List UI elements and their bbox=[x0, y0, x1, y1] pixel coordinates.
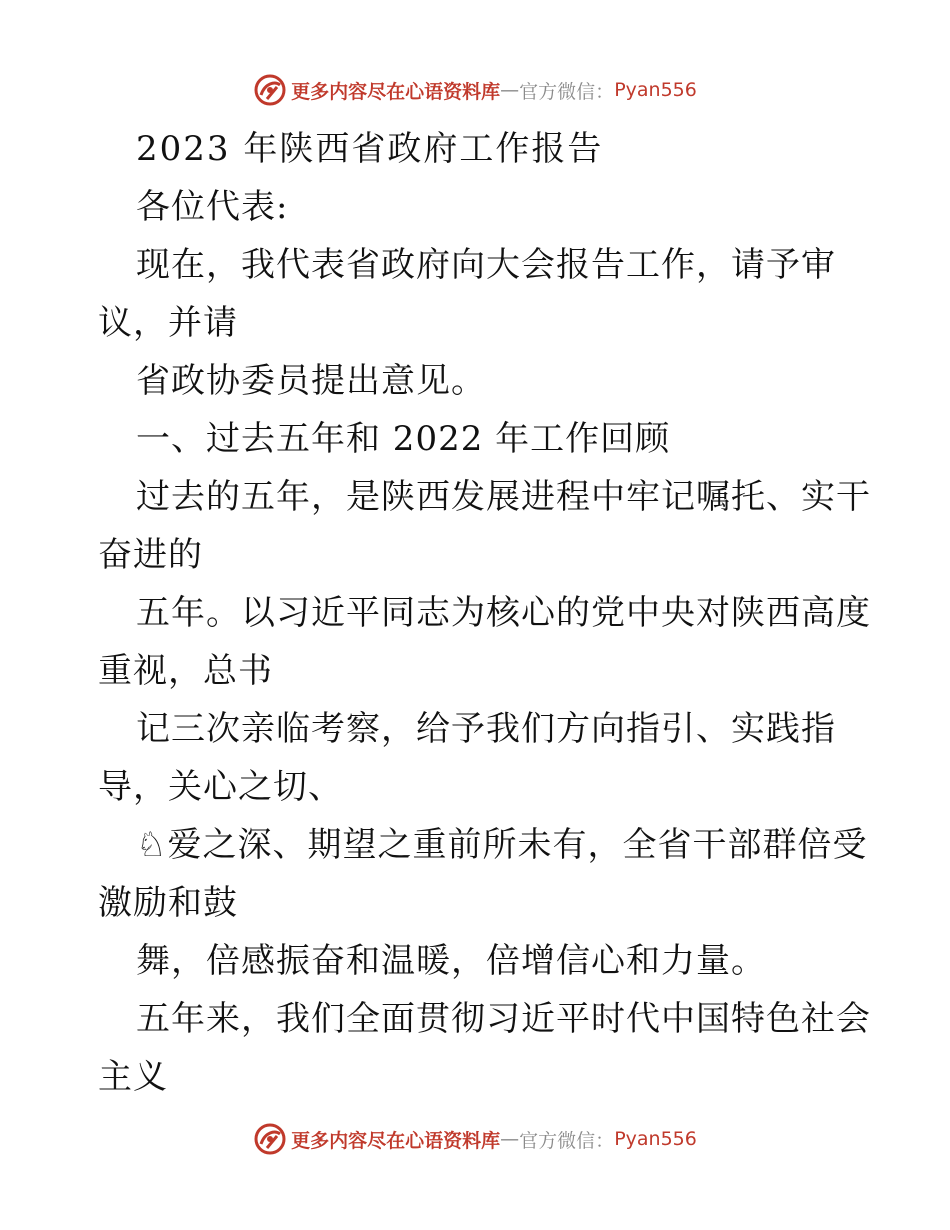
banner-wechat-id: Pyan556 bbox=[614, 79, 697, 101]
header-banner bbox=[0, 70, 950, 110]
text-line: 现在，我代表省政府向大会报告工作，请予审 bbox=[136, 245, 836, 285]
text-line: 导，关心之切、 bbox=[98, 767, 343, 807]
banner-separator: — bbox=[500, 1128, 520, 1150]
banner-text: 更多内容尽在心语资料库 bbox=[291, 80, 501, 103]
text-line: 主义 bbox=[98, 1057, 168, 1097]
text-line: 各位代表: bbox=[136, 187, 289, 227]
text-line: 奋进的 bbox=[98, 535, 203, 575]
text-line: 记三次亲临考察，给予我们方向指引、实践指 bbox=[136, 709, 836, 749]
text-line: 省政协委员提出意见。 bbox=[136, 361, 486, 401]
banner-wechat-id: Pyan556 bbox=[614, 1128, 697, 1150]
document-body bbox=[98, 120, 871, 1106]
text-line: 激励和鼓 bbox=[98, 883, 238, 923]
text-line: 重视，总书 bbox=[98, 651, 273, 691]
text-line: 议，并请 bbox=[98, 303, 238, 343]
text-line: 五年。以习近平同志为核心的党中央对陕西高度 bbox=[136, 593, 871, 633]
banner-separator: — bbox=[500, 79, 520, 101]
banner-wechat-label: 官方微信： bbox=[519, 80, 615, 103]
banner-text: 更多内容尽在心语资料库 bbox=[291, 1129, 501, 1152]
text-line: 舞，倍感振奋和温暖，倍增信心和力量。 bbox=[136, 941, 766, 981]
text-line: 过去的五年，是陕西发展进程中牢记嘱托、实干 bbox=[136, 477, 871, 517]
footer-banner bbox=[0, 1119, 950, 1159]
text-line: 五年来，我们全面贯彻习近平时代中国特色社会 bbox=[136, 999, 871, 1039]
logo-icon bbox=[253, 73, 287, 107]
document-title: 2023 年陕西省政府工作报告 bbox=[136, 129, 604, 169]
banner-wechat-label: 官方微信： bbox=[519, 1129, 615, 1152]
section-heading: 一、过去五年和 2022 年工作回顾 bbox=[136, 419, 671, 459]
text-line: ♘爱之深、期望之重前所未有，全省干部群倍受 bbox=[136, 825, 868, 865]
logo-icon bbox=[253, 1122, 287, 1156]
